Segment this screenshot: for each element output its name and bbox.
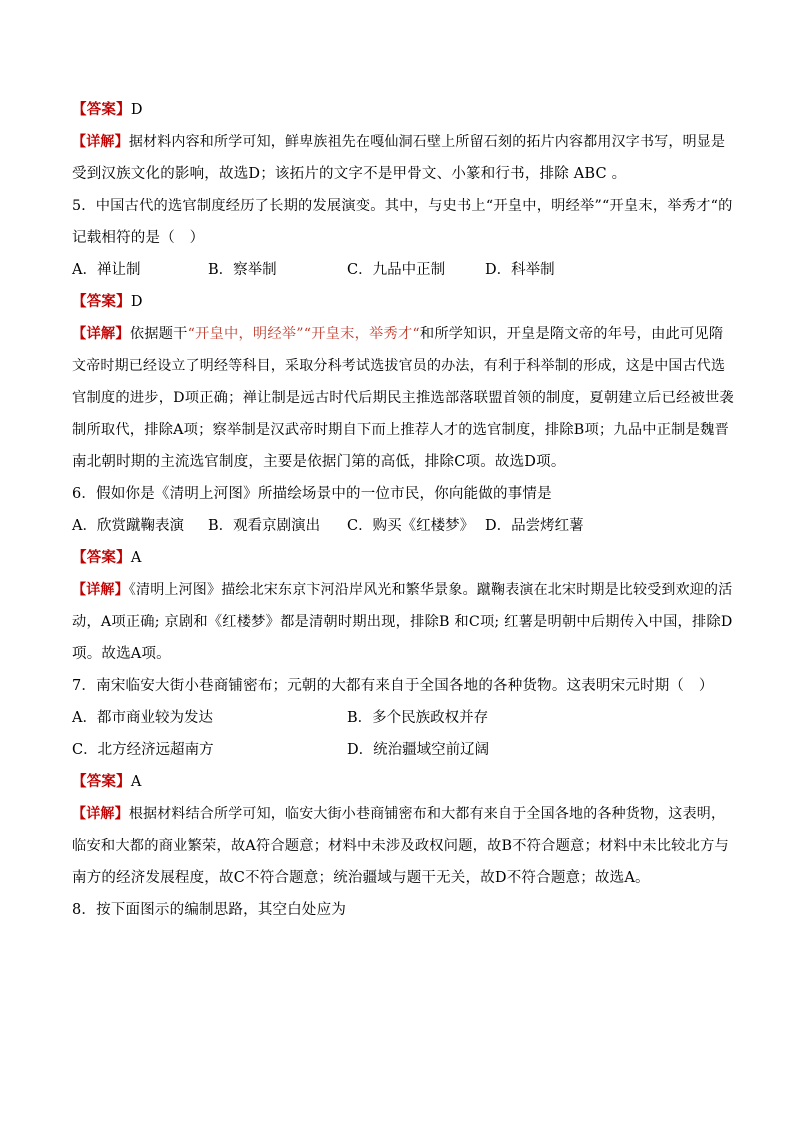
detail-text: 依据题干 [129, 326, 188, 342]
q6-option-d: D．品尝烤红薯 [485, 518, 584, 534]
answer-value: D [130, 102, 143, 118]
q5-detail-line-2: 文帝时期已经设立了明经等科目，采取分科考试选拔官员的办法，有利于科举制的形成，这是中国古代选 [72, 358, 726, 374]
q5-stem-line-2: 记载相符的是（ ） [72, 230, 205, 246]
q4-answer-line [72, 100, 143, 120]
detail-quote: “开皇中，明经举”“开皇末，举秀才“ [187, 326, 420, 342]
detail-text: 根据材料结合所学可知，临安大街小巷商铺密布和大都有来自于全国各地的各种货物，这表明， [128, 806, 726, 822]
detail-text: 据材料内容和所学可知，鲜卑族祖先在嘎仙洞石壁上所留石刻的拓片内容都用汉字书写，明显是 [128, 134, 726, 150]
q4-detail-line-1 [72, 132, 725, 152]
q5-detail-line-5: 南北朝时期的主流选官制度，主要是依据门第的高低，排除C项。故选D项。 [72, 454, 566, 470]
q7-option-c: C．北方经济远超南方 [72, 742, 214, 758]
q8-stem: 8．按下面图示的编制思路，其空白处应为 [72, 902, 347, 918]
answer-value: A [130, 774, 142, 790]
q6-option-b: B．观看京剧演出 [208, 518, 321, 534]
q4-detail-line-2: 受到汉族文化的影响，故选D；该拓片的文字不是甲骨文、小篆和行书，排除 ABC 。 [72, 166, 627, 182]
detail-tag: 【详解】 [72, 326, 130, 342]
q5-option-d: D．科举制 [485, 262, 555, 278]
q5-detail-line-1 [72, 324, 723, 344]
q7-detail-line-1 [72, 804, 725, 824]
q7-option-b: B．多个民族政权并存 [347, 710, 489, 726]
answer-value: A [130, 550, 142, 566]
q7-detail-line-2: 临安和大都的商业繁荣，故A符合题意；材料中未涉及政权问题，故B不符合题意；材料中未比较北方与 [72, 838, 729, 854]
q5-option-a: A．禅让制 [72, 262, 141, 278]
detail-tag: 【详解】 [72, 806, 129, 822]
q6-detail-line-3: 项。故选A项。 [72, 646, 171, 662]
detail-tag: 【详解】 [72, 582, 129, 598]
q5-option-c: C．九品中正制 [347, 262, 446, 278]
answer-tag: 【答案】 [72, 549, 131, 566]
detail-tag: 【详解】 [72, 134, 129, 150]
q6-stem: 6．假如你是《清明上河图》所描绘场景中的一位市民，你向能做的事情是 [72, 486, 552, 502]
q6-detail-line-2: 动，A项正确; 京剧和《红楼梦》都是清朝时期出现，排除B 和C项; 红薯是明朝中后期传入中国，排除D [72, 614, 733, 630]
q7-stem: 7．南宋临安大街小巷商铺密布；元朝的大都有来自于全国各地的各种货物。这表明宋元时期（ ） [72, 678, 714, 694]
answer-tag: 【答案】 [72, 101, 131, 118]
q7-option-d: D．统治疆域空前辽阔 [347, 742, 490, 758]
q6-detail-line-1 [72, 580, 732, 600]
q7-detail-line-3: 南方的经济发展程度，故C不符合题意；统治疆域与题干无关，故D不符合题意；故选A。 [72, 870, 650, 886]
answer-tag: 【答案】 [72, 773, 131, 790]
q5-detail-line-3: 官制度的进步，D项正确；禅让制是远古时代后期民主推选部落联盟首领的制度，夏朝建立后已经被世袭 [72, 390, 734, 406]
q5-answer-line [72, 292, 143, 312]
q5-stem-line-1: 5．中国古代的选官制度经历了长期的发展演变。其中，与史书上“开皇中，明经举”“开皇末，举秀才“的 [72, 198, 733, 214]
q6-option-c: C．购买《红楼梦》 [347, 518, 475, 534]
answer-tag: 【答案】 [72, 293, 131, 310]
q7-option-a: A．都市商业较为发达 [72, 710, 213, 726]
q5-detail-line-4: 制所取代，排除A项；察举制是汉武帝时期自下而上推荐人才的选官制度，排除B项；九品中正制是魏晋 [72, 422, 729, 438]
detail-text: 《清明上河图》描绘北宋东京卞河沿岸风光和繁华景象。蹴鞠表演在北宋时期是比较受到欢迎的活 [128, 582, 733, 598]
q7-answer-line [72, 772, 141, 792]
q6-answer-line [72, 548, 141, 568]
q6-option-a: A．欣赏蹴鞠表演 [72, 518, 184, 534]
q5-option-b: B．察举制 [208, 262, 277, 278]
answer-value: D [130, 294, 143, 310]
detail-text: 和所学知识，开皇是隋文帝的年号，由此可见隋 [419, 326, 724, 342]
